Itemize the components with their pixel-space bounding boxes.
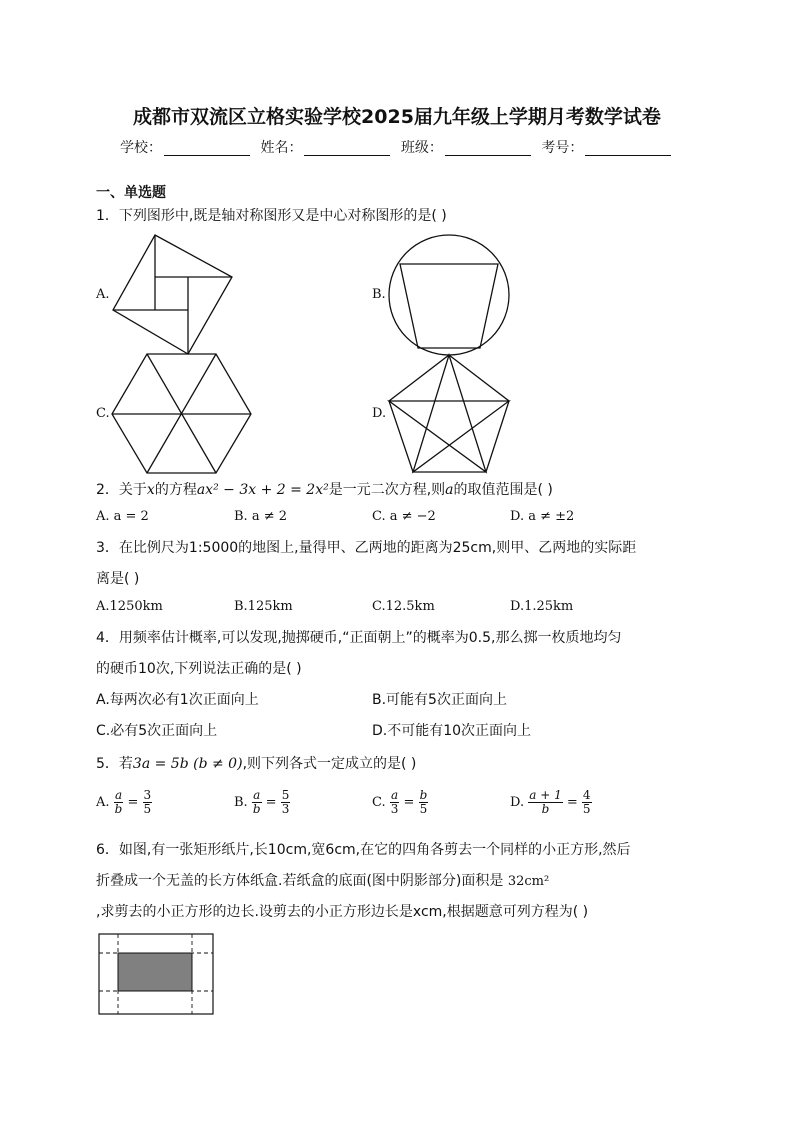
q2-option-b: B. a ≠ 2 [234, 509, 287, 524]
q5-c-right-fraction: $\frac{b}{5}$ [419, 788, 428, 816]
q5-b-left-fraction: $\frac{a}{b}$ [252, 788, 261, 816]
q5-stem-post: ,则下列各式一定成立的是( ) [242, 756, 417, 772]
q6-stem-line2 [96, 870, 549, 890]
student-info-row [120, 137, 677, 157]
q5-option-d-label: D. [510, 795, 525, 810]
q5-option-c-label: C. [372, 795, 386, 810]
q1-figure-c [110, 352, 254, 476]
q5-stem-pre: 5．若 [96, 756, 133, 772]
q3-stem-line2: 离是( ) [96, 571, 140, 587]
q5-d-right-fraction: $\frac{4}{5}$ [582, 788, 591, 816]
q6-rectangle-figure [98, 933, 216, 1017]
q4-option-b: B.可能有5次正面向上 [372, 692, 507, 708]
q2-option-a: A. a = 2 [96, 509, 149, 524]
q2-var-a: a [445, 482, 454, 498]
q2-var-x: x [146, 482, 155, 498]
q4-option-c: C.必有5次正面向上 [96, 723, 218, 739]
q1-figure-a [110, 232, 235, 357]
q5-a-left-fraction: $\frac{a}{b}$ [114, 788, 123, 816]
q5-a-right-fraction: $\frac{3}{5}$ [143, 788, 152, 816]
q5-option-d: D. $\frac{a + 1}{b}$ = $\frac{4}{5}$ [510, 788, 591, 816]
exam-number-label: 考号： [541, 140, 584, 156]
q5-option-a-label: A. [96, 795, 110, 810]
name-label: 姓名： [260, 140, 303, 156]
q1-figure-b [386, 232, 514, 360]
school-label: 学校： [120, 140, 162, 156]
q5-b-right-fraction: $\frac{5}{3}$ [281, 788, 290, 816]
q6-stem-line2-text: 折叠成一个无盖的长方体纸盒.若纸盒的底面(图中阴影部分)面积是 [96, 873, 504, 889]
q1-label-b: B. [372, 287, 386, 302]
q4-stem-line2: 的硬币10次,下列说法正确的是( ) [96, 661, 302, 677]
q1-label-c: C. [96, 406, 110, 421]
q2-option-c: C. a ≠ −2 [372, 509, 436, 524]
q2-stem-post: 的取值范围是( ) [453, 482, 553, 498]
name-blank [304, 140, 390, 156]
q1-label-a: A. [96, 287, 110, 302]
q4-stem-line1: 4．用频率估计概率,可以发现,抛掷硬币,“正面朝上”的概率为0.5,那么掷一枚质地均匀 [96, 630, 622, 646]
q3-option-a: A.1250km [96, 599, 163, 614]
q5-option-b: B. $\frac{a}{b}$ = $\frac{5}{3}$ [234, 788, 290, 816]
q3-option-d: D.1.25km [510, 599, 574, 614]
q2-stem-mid2: 是一元二次方程,则 [328, 482, 446, 498]
q5-option-a: A. $\frac{a}{b}$ = $\frac{3}{5}$ [96, 788, 152, 816]
q5-option-b-label: B. [234, 795, 248, 810]
q2-option-d: D. a ≠ ±2 [510, 509, 575, 524]
q3-stem-line1: 3．在比例尺为1:5000的地图上,量得甲、乙两地的距离为25cm,则甲、乙两地的实际距 [96, 540, 637, 556]
class-label: 班级： [400, 140, 443, 156]
q5-stem [96, 753, 416, 773]
q6-area-value: 32cm² [507, 874, 550, 889]
class-blank [445, 140, 531, 156]
exam-number-blank [585, 140, 671, 156]
q5-option-c: C. $\frac{a}{3}$ = $\frac{b}{5}$ [372, 788, 428, 816]
q3-option-b: B.125km [234, 599, 293, 614]
q5-d-left-fraction: $\frac{a + 1}{b}$ [529, 788, 562, 816]
section-heading: 一、单选题 [96, 185, 166, 201]
q4-option-d: D.不可能有10次正面向上 [372, 723, 532, 739]
page-title: 成都市双流区立格实验学校2025届九年级上学期月考数学试卷 [133, 106, 661, 128]
q4-option-a: A.每两次必有1次正面向上 [96, 692, 259, 708]
q2-stem [96, 479, 553, 499]
q5-equation: 3a = 5b (b ≠ 0) [132, 756, 243, 772]
q3-option-c: C.12.5km [372, 599, 435, 614]
q2-stem-pre: 2．关于 [96, 482, 147, 498]
school-blank [164, 140, 250, 156]
q6-stem-line1: 6．如图,有一张矩形纸片,长10cm,宽6cm,在它的四角各剪去一个同样的小正方形,然后 [96, 842, 631, 858]
q2-equation: ax² − 3x + 2 = 2x² [196, 482, 329, 498]
q5-c-left-fraction: $\frac{a}{3}$ [390, 788, 399, 816]
q2-stem-mid1: 的方程 [154, 482, 197, 498]
q1-stem: 1．下列图形中,既是轴对称图形又是中心对称图形的是( ) [96, 208, 447, 224]
q6-stem-line3: ,求剪去的小正方形的边长.设剪去的小正方形边长是xcm,根据题意可列方程为( ) [96, 904, 589, 920]
q1-figure-d [386, 352, 514, 476]
q1-label-d: D. [372, 406, 387, 421]
